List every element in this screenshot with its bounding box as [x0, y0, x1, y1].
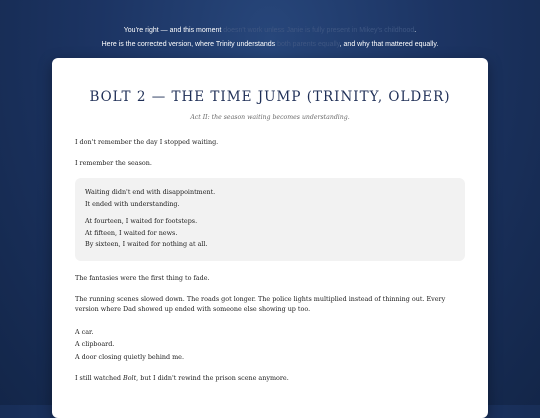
list-item: A clipboard.: [75, 340, 115, 348]
emphasis-text: Bolt: [123, 374, 137, 382]
document-subtitle: Act II: the season waiting becomes understanding.: [190, 114, 350, 121]
document-title: BOLT 2 — THE TIME JUMP (TRINITY, OLDER): [89, 89, 451, 105]
intro-text-end: , and why that mattered equally.: [339, 41, 439, 48]
paragraph: The running scenes slowed down. The roads got longer. The police lights multiplied instead of thinning out. Every version where Dad showed up ended with someone else showing up too.: [75, 294, 446, 313]
quote-line: By sixteen, I waited for nothing at all.: [85, 240, 208, 248]
intro-text-end: .: [414, 27, 417, 34]
paragraph: [75, 373, 465, 383]
paragraph-text: , but I didn't rewind the prison scene anymore.: [136, 374, 289, 382]
document-card: [52, 58, 488, 418]
quote-line: At fourteen, I waited for footsteps.: [85, 217, 198, 225]
paragraph: I remember the season.: [75, 159, 152, 167]
intro-line-2: [0, 38, 540, 52]
paragraph: The fantasies were the first thing to fade.: [75, 273, 210, 282]
quote-line: At fifteen, I waited for news.: [85, 228, 178, 237]
quote-line: Waiting didn't end with disappointment.: [85, 188, 216, 196]
intro-dim-text: both parents equally: [277, 41, 340, 48]
chat-intro: [0, 24, 540, 52]
list-item: A car.: [75, 327, 94, 336]
paragraph-text: I still watched: [75, 374, 124, 382]
intro-text: Here is the corrected version, where Trinity understands: [101, 41, 276, 48]
quote-line: It ended with understanding.: [85, 199, 180, 208]
document-body: [52, 137, 488, 383]
quote-block: [75, 178, 465, 261]
intro-line-1: [0, 24, 540, 38]
list-item: A door closing quietly behind me.: [75, 352, 184, 361]
paragraph: I don't remember the day I stopped waiting.: [75, 138, 219, 146]
intro-dim-text: doesn't work unless Janie is fully present in Mikey's childhood: [223, 27, 415, 34]
intro-text: You're right — and this moment: [123, 27, 222, 34]
